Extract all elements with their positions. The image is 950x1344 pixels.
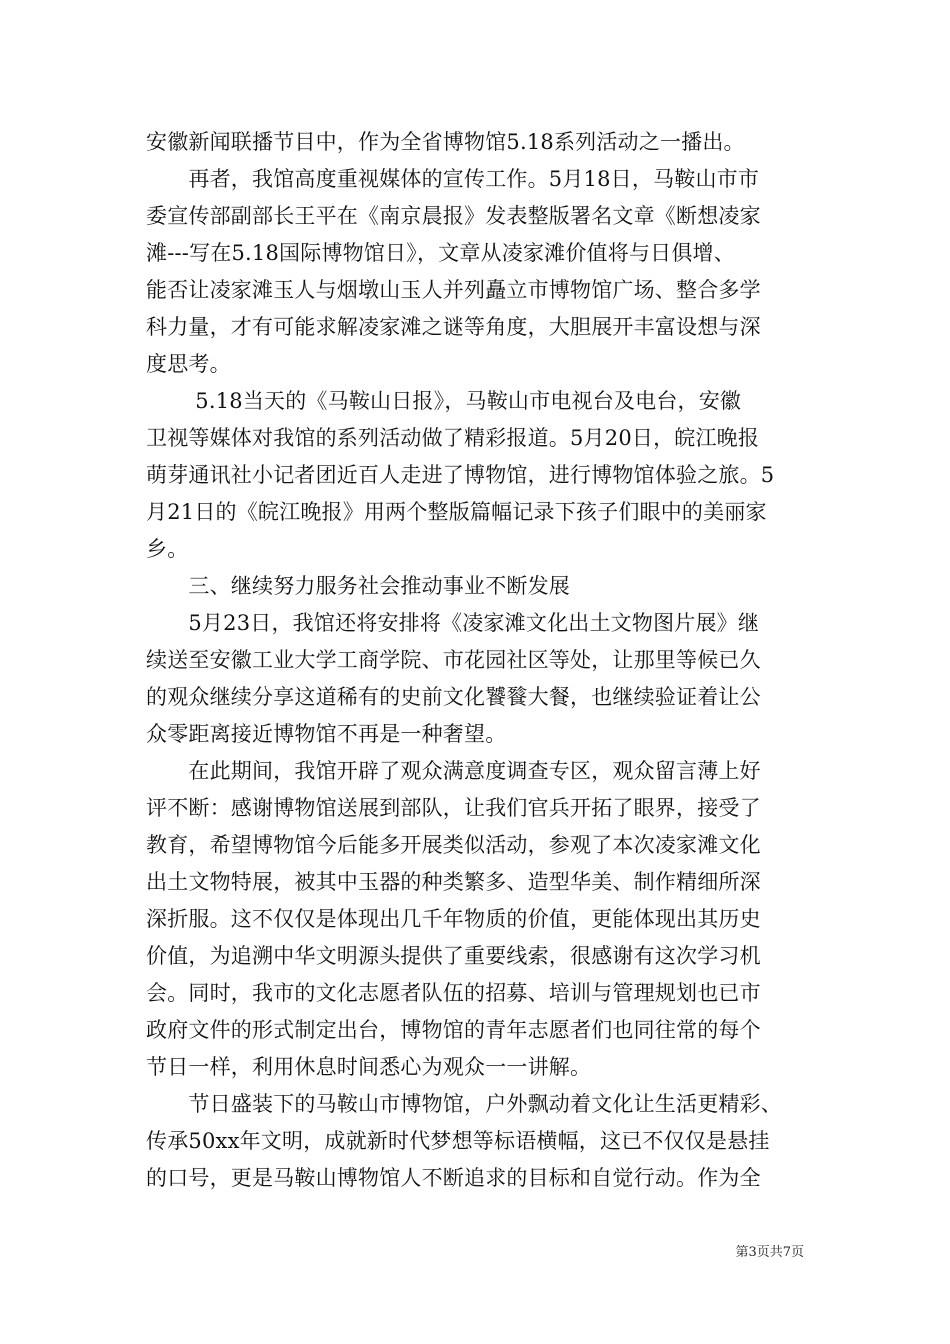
text-line: 节日一样，利用休息时间悉心为观众一一讲解。	[146, 1055, 592, 1079]
text-line: 在此期间，我馆开辟了观众满意度调查专区，观众留言薄上好	[146, 759, 761, 783]
text-line: 教育，希望博物馆今后能多开展类似活动，参观了本次凌家滩文化	[146, 833, 761, 857]
text-line: 会。同时，我市的文化志愿者队伍的招募、培训与管理规划也已市	[146, 981, 761, 1005]
text-line: 安徽新闻联播节目中，作为全省博物馆5.18系列活动之一播出。	[146, 130, 745, 154]
text-line: 评不断：感谢博物馆送展到部队，让我们官兵开拓了眼界，接受了	[146, 796, 761, 820]
text-line: 节日盛装下的马鞍山市博物馆，户外飘动着文化让生活更精彩、	[146, 1092, 782, 1116]
text-line: 科力量，才有可能求解凌家滩之谜等角度，大胆展开丰富设想与深	[146, 315, 761, 339]
text-line: 众零距离接近博物馆不再是一种奢望。	[146, 722, 507, 746]
text-line: 深折服。这不仅仅是体现出几千年物质的价值，更能体现出其历史	[146, 907, 761, 931]
text-line: 乡。	[146, 537, 189, 561]
text-line: 滩---写在5.18国际博物馆日》，文章从凌家滩价值将与日俱增、	[146, 241, 735, 265]
text-line: 月21日的《皖江晚报》用两个整版篇幅记录下孩子们眼中的美丽家	[146, 500, 767, 524]
text-line: 能否让凌家滩玉人与烟墩山玉人并列矗立市博物馆广场、整合多学	[146, 278, 761, 302]
text-line: 出土文物特展，被其中玉器的种类繁多、造型华美、制作精细所深	[146, 870, 761, 894]
text-line: 的口号，更是马鞍山博物馆人不断追求的目标和自觉行动。作为全	[146, 1166, 761, 1190]
text-line: 价值，为追溯中华文明源头提供了重要线索，很感谢有这次学习机	[146, 944, 761, 968]
text-line: 传承50xx年文明，成就新时代梦想等标语横幅，这已不仅仅是悬挂	[146, 1129, 770, 1153]
text-line: 续送至安徽工业大学工商学院、市花园社区等处，让那里等候已久	[146, 648, 761, 672]
section-heading: 三、继续努力服务社会推动事业不断发展	[146, 574, 570, 598]
text-line: 5.18当天的《马鞍山日报》，马鞍山市电视台及电台，安徽	[146, 389, 742, 413]
text-line: 度思考。	[146, 352, 231, 376]
text-line: 政府文件的形式制定出台，博物馆的青年志愿者们也同往常的每个	[146, 1018, 761, 1042]
text-line: 卫视等媒体对我馆的系列活动做了精彩报道。5月20日，皖江晚报	[146, 426, 760, 450]
text-line: 再者，我馆高度重视媒体的宣传工作。5月18日，马鞍山市市	[146, 167, 760, 191]
page-number-footer: 第3页共7页	[735, 1245, 804, 1260]
text-line: 的观众继续分享这道稀有的史前文化饕餮大餐，也继续验证着让公	[146, 685, 761, 709]
text-line: 5月23日，我馆还将安排将《凌家滩文化出土文物图片展》继	[146, 611, 760, 635]
text-line: 萌芽通讯社小记者团近百人走进了博物馆，进行博物馆体验之旅。5	[146, 463, 775, 487]
text-line: 委宣传部副部长王平在《南京晨报》发表整版署名文章《断想凌家	[146, 204, 761, 228]
